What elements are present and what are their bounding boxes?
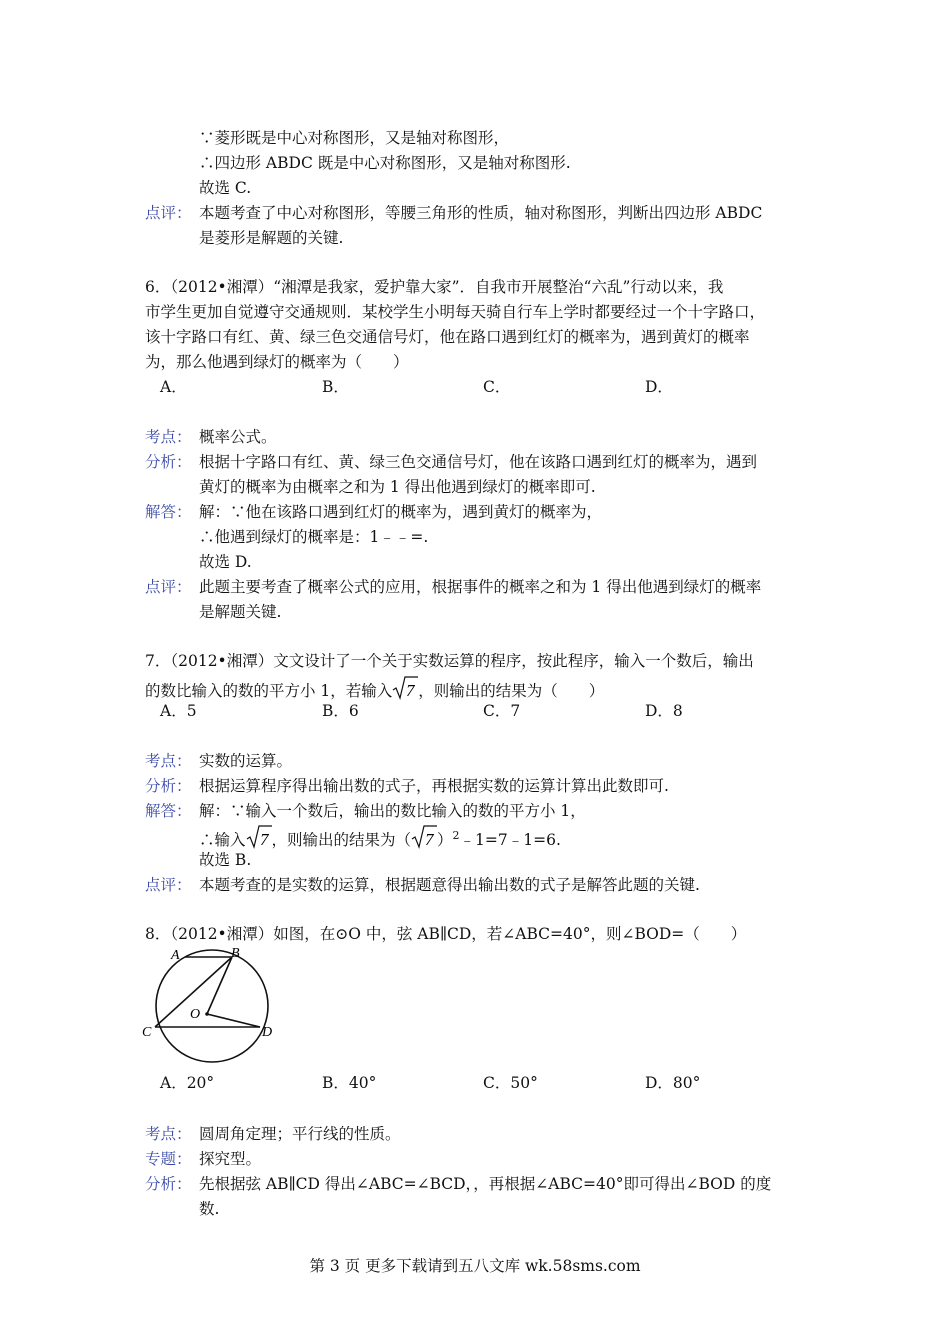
jieda-text: 解：∵他在该路口遇到红灯的概率为，遇到黄灯的概率为， [199,503,603,521]
label-d: D [262,1025,273,1040]
kaodian-text: 圆周角定理；平行线的性质。 [199,1125,401,1143]
question-7-text: 7．（2012•湘潭）文文设计了一个关于实数运算的程序，按此程序，输入一个数后，输出 [145,652,754,670]
kaodian-label: 考点： [145,428,192,446]
fenxi-text: 数. [199,1200,220,1218]
question-6-text: 该十字路口有红、黄、绿三色交通信号灯，他在路口遇到红灯的概率为，遇到黄灯的概率 [145,328,750,346]
option-c: C． [483,378,511,396]
question-6-text: 6．（2012•湘潭）“湘潭是我家，爱护靠大家”．自我市开展整治“六乱”行动以来，我 [145,278,724,296]
circle-figure [138,944,284,1066]
dianping-text: 此题主要考查了概率公式的应用，根据事件的概率之和为 1 得出他遇到绿灯的概率 [199,578,762,596]
center-point [205,1012,209,1016]
option-b: B． [322,378,349,396]
kaodian-label: 考点： [145,1125,192,1143]
jieda-label: 解答： [145,503,192,521]
sqrt-radicand: 7 [406,681,415,700]
fenxi-text: 黄灯的概率为由概率之和为 1 得出他遇到绿灯的概率即可. [199,478,596,496]
question-7-text-post: ，则输出的结果为（ ） [418,682,605,700]
option-c: C．7 [483,702,521,720]
option-a: A．5 [160,702,197,720]
sqrt-radicand: 7 [259,830,269,849]
option-b: B．6 [322,702,359,720]
jieda-text [199,825,561,854]
kaodian-text: 实数的运算。 [199,752,293,770]
fenxi-label: 分析： [145,777,192,795]
option-d: D．8 [645,702,683,720]
dianping-text: 是解题关键. [199,603,282,621]
jieda-label: 解答： [145,802,192,820]
sqrt-radicand: 7 [425,830,434,849]
question-6-text: 市学生更加自觉遵守交通规则．某校学生小明每天骑自行车上学时都要经过一个十字路口， [145,303,766,321]
jieda-text: 解：∵输入一个数后，输出的数比输入的数的平方小 1， [199,802,586,820]
fenxi-text: 根据十字路口有红、黄、绿三色交通信号灯，他在该路口遇到红灯的概率为，遇到 [199,453,758,471]
dianping-label: 点评： [145,578,192,596]
fenxi-label: 分析： [145,1175,192,1193]
option-a: A．20° [160,1074,215,1092]
comment-text: 是菱形是解题的关键. [199,229,344,247]
circle-o [156,950,268,1062]
option-c: C．50° [483,1074,538,1092]
question-7-text [145,676,604,705]
segment-od [207,1014,260,1027]
jieda-close: ） [437,831,453,849]
dianping-text: 本题考查的是实数的运算，根据题意得出输出数的式子是解答此题的关键. [199,876,700,894]
jieda-text: 故选 B. [199,851,252,869]
jieda-pre: ∴输入 [199,831,246,849]
solution-line: 故选 C. [199,179,252,197]
segment-ob [207,957,232,1014]
question-6-text: 为，那么他遇到绿灯的概率为（ ） [145,353,409,371]
fenxi-text: 根据运算程序得出输出数的式子，再根据实数的运算计算出此数即可. [199,777,669,795]
option-a: A． [160,378,187,396]
label-a: A [171,948,180,963]
kaodian-label: 考点： [145,752,192,770]
option-d: D．80° [645,1074,701,1092]
dianping-label: 点评： [145,876,192,894]
sqrt-symbol [411,825,437,854]
question-7-text-pre: 的数比输入的数的平方小 1，若输入 [145,682,393,700]
option-b: B．40° [322,1074,377,1092]
label-b: B [231,946,240,961]
kaodian-text: 概率公式。 [199,428,277,446]
page-footer: 第 3 页 更多下载请到五八文库 wk.58sms.com [309,1257,641,1275]
jieda-post: ﹣1=7﹣1=6. [459,831,561,849]
question-8-text: 8．（2012•湘潭）如图，在⊙O 中，弦 AB∥CD，若∠ABC=40°，则∠BOD=（ ） [145,925,747,943]
comment-text: 本题考查了中心对称图形，等腰三角形的性质，轴对称图形，判断出四边形 ABDC [199,204,763,222]
option-d: D． [645,378,673,396]
fenxi-text: 先根据弦 AB∥CD 得出∠ABC=∠BCD，，再根据∠ABC=40°即可得出∠BOD 的度 [199,1175,772,1193]
jieda-text: 故选 D. [199,553,252,571]
fenxi-label: 分析： [145,453,192,471]
zhuanti-text: 探究型。 [199,1150,262,1168]
comment-label: 点评： [145,204,192,222]
jieda-text: ∴他遇到绿灯的概率是：1﹣﹣=. [199,528,429,546]
label-c: C [142,1025,152,1040]
label-o: O [190,1007,201,1022]
zhuanti-label: 专题： [145,1150,192,1168]
sqrt-symbol [392,676,418,705]
exponent: 2 [452,829,460,842]
jieda-mid: ，则输出的结果为（ [271,831,412,849]
solution-line: ∴四边形 ABDC 既是中心对称图形，又是轴对称图形. [199,154,571,172]
solution-line: ∵菱形既是中心对称图形，又是轴对称图形， [199,129,510,147]
